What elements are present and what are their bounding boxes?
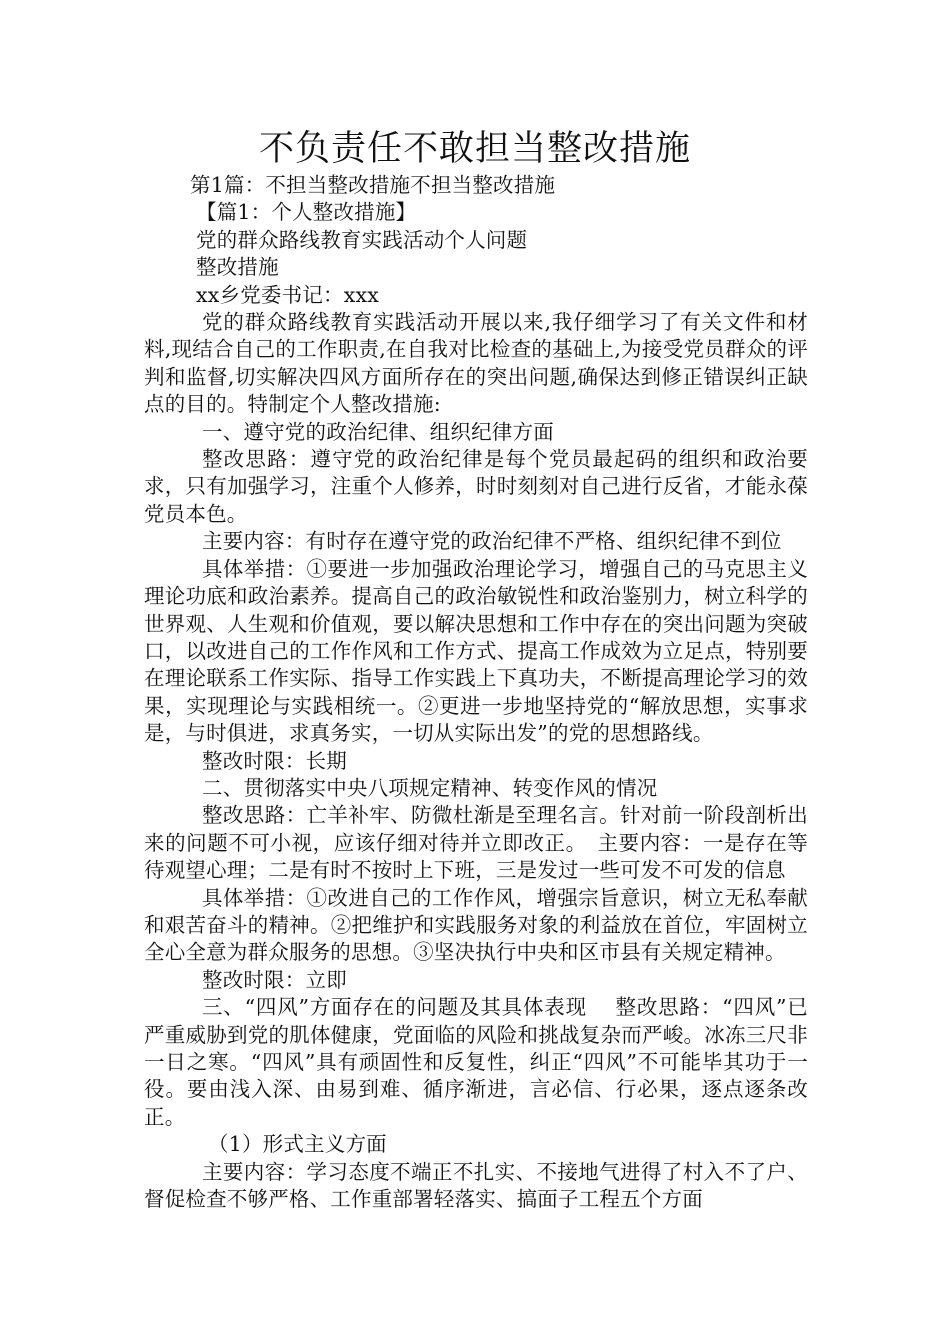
paragraph: 整改思路：遵守党的政治纪律是每个党员最起码的组织和政治要求，只有加强学习，注重个人修养，时时刻刻对自己进行反省，才能永葆党员本色。 [144, 447, 808, 526]
paragraph: 具体举措：①改进自己的工作作风，增强宗旨意识，树立无私奉献和艰苦奋斗的精神。②把维护和实践服务对象的利益放在首位，牢固树立全心全意为群众服务的思想。③坚决执行中央和区市县有关规定精神。 [144, 885, 808, 965]
paragraph: 整改措施 [196, 255, 279, 280]
paragraph: xx乡党委书记：xxx [196, 282, 380, 307]
paragraph: 整改思路：亡羊补牢、防微杜渐是至理名言。针对前一阶段剖析出来的问题不可小视，应该仔细对待并立即改正。 主要内容：一是存在等待观望心理；二是有时不按时上下班，三是发过一些可发不可发的信息 [144, 803, 808, 883]
paragraph: 党的群众路线教育实践活动开展以来,我仔细学习了有关文件和材料,现结合自己的工作职责,在自我对比检查的基础上,为接受党员群众的评判和监督,切实解决四风方面所存在的突出问题,确保达到修正错误纠正缺点的目的。特制定个人整改措施: [144, 310, 808, 417]
paragraph: 整改时限：长期 [202, 748, 347, 773]
paragraph: 具体举措：①要进一步加强政治理论学习，增强自己的马克思主义理论功底和政治素养。提高自己的政治敏锐性和政治鉴别力，树立科学的世界观、人生观和价值观，要以解决思想和工作中存在的突出问题为突破口，以改进自己的工作作风和工作方式、提高工作成效为立足点，特别要在理论联系工作实际、指导工作实践上下真功夫，不断提高理论学习的效果，实现理论与实践相统一。②更进一步地坚持党的“解放思想，实事求是，与时俱进，求真务实，一切从实际出发”的党的思想路线。 [144, 556, 808, 746]
section-heading: 第1篇：不担当整改措施不担当整改措施 [190, 173, 556, 197]
paragraph: 一、遵守党的政治纪律、组织纪律方面 [202, 419, 554, 444]
paragraph: 整改时限：立即 [202, 967, 347, 992]
paragraph: 党的群众路线教育实践活动个人问题 [196, 227, 528, 252]
document-title: 不负责任不敢担当整改措施 [258, 129, 691, 169]
paragraph: 三、“四风”方面存在的问题及其具体表现 整改思路：“四风”已严重威胁到党的肌体健康，党面临的风险和挑战复杂而严峻。冰冻三尺非一日之寒。“四风”具有顽固性和反复性，纠正“四风”不可能毕其功于一役。要由浅入深、由易到难、循序渐进，言必信、行必果，逐点逐条改正。 [144, 995, 808, 1129]
subsection-heading: 【篇1：个人整改措施】 [196, 200, 417, 225]
paragraph: （1）形式主义方面 [208, 1132, 387, 1157]
paragraph: 主要内容：有时存在遵守党的政治纪律不严格、组织纪律不到位 [202, 529, 782, 554]
document-body [144, 172, 808, 1213]
paragraph: 主要内容：学习态度不端正不扎实、不接地气进得了村入不了户、督促检查不够严格、工作重部署轻落实、搞面子工程五个方面 [144, 1159, 808, 1212]
paragraph: 二、贯彻落实中央八项规定精神、转变作风的情况 [202, 775, 658, 800]
